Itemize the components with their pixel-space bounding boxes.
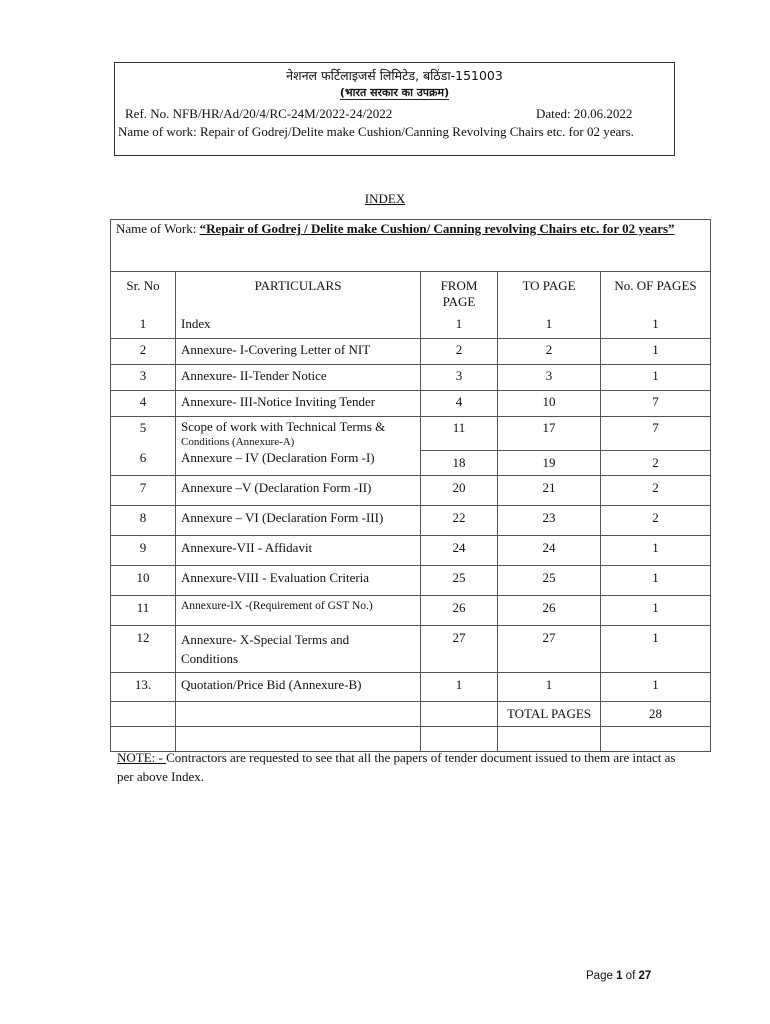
cell-pages: 2 (601, 450, 711, 476)
cell-sr: 1 (111, 312, 176, 339)
cell-sr: 11 (111, 596, 176, 626)
cell-sr: 12 (111, 626, 176, 673)
cell-to: 2 (498, 339, 601, 365)
table-row (111, 391, 711, 417)
header-box (114, 62, 675, 156)
cell-particular: Annexure –V (Declaration Form -II) (176, 476, 421, 506)
cell-particular: Annexure-VIII - Evaluation Criteria (176, 566, 421, 596)
table-row (111, 365, 711, 391)
cell-to: 19 (498, 450, 601, 476)
cell-empty (421, 702, 498, 727)
cell-pages: 1 (601, 673, 711, 702)
cell-particular (176, 626, 421, 673)
cell-sr: 10 (111, 566, 176, 596)
page-word: Page (586, 970, 613, 982)
table-row (111, 673, 711, 702)
total-pages-label: TOTAL PAGES (498, 702, 601, 727)
of-word: of (625, 970, 636, 982)
cell-empty (111, 702, 176, 727)
cell-sr: 8 (111, 506, 176, 536)
cell-pages: 7 (601, 417, 711, 451)
cell-empty (176, 702, 421, 727)
cell-sr: 13. (111, 673, 176, 702)
total-row (111, 702, 711, 727)
header-to-page: TO PAGE (498, 272, 601, 313)
cell-from: 20 (421, 476, 498, 506)
cell-from: 11 (421, 417, 498, 451)
table-row (111, 417, 711, 451)
cell-to: 1 (498, 312, 601, 339)
cell-pages: 1 (601, 626, 711, 673)
page-footer (586, 970, 651, 982)
cell-particular: Index (176, 312, 421, 339)
cell-pages: 2 (601, 476, 711, 506)
total-pages-value: 28 (601, 702, 711, 727)
cell-to: 21 (498, 476, 601, 506)
date-text: Dated: 20.06.2022 (536, 106, 633, 121)
org-subtitle-text: (भारत सरकार का उपक्रम) (339, 86, 450, 99)
cell-pages: 1 (601, 536, 711, 566)
table-row (111, 450, 711, 476)
header-no-of-pages: No. OF PAGES (601, 272, 711, 313)
cell-from: 2 (421, 339, 498, 365)
header-sr-no: Sr. No (111, 272, 176, 313)
table-row (111, 506, 711, 536)
cell-sr: 6 (111, 450, 176, 476)
cell-from: 27 (421, 626, 498, 673)
particular-line-2: Conditions (181, 651, 239, 666)
cell-to: 24 (498, 536, 601, 566)
cell-to: 10 (498, 391, 601, 417)
cell-particular: Quotation/Price Bid (Annexure-B) (176, 673, 421, 702)
cell-particular: Annexure-VII - Affidavit (176, 536, 421, 566)
name-of-work: Name of work: Repair of Godrej/Delite make Cushion/Canning Revolving Chairs etc. for 02 years. (118, 124, 634, 139)
cell-from: 26 (421, 596, 498, 626)
cell-to: 26 (498, 596, 601, 626)
cell-pages: 1 (601, 566, 711, 596)
org-subtitle (115, 85, 674, 100)
table-row (111, 596, 711, 626)
table-row (111, 566, 711, 596)
cell-to: 17 (498, 417, 601, 451)
cell-from: 3 (421, 365, 498, 391)
cell-pages: 1 (601, 596, 711, 626)
cell-pages: 1 (601, 365, 711, 391)
cell-sr: 4 (111, 391, 176, 417)
cell-particular: Annexure- III-Notice Inviting Tender (176, 391, 421, 417)
index-table (110, 219, 711, 752)
header-particulars: PARTICULARS (176, 272, 421, 313)
cell-sr: 7 (111, 476, 176, 506)
table-row (111, 626, 711, 673)
table-row (111, 476, 711, 506)
table-header-row (111, 272, 711, 313)
cell-particular: Annexure-IX -(Requirement of GST No.) (176, 596, 421, 626)
cell-particular: Annexure- I-Covering Letter of NIT (176, 339, 421, 365)
cell-to: 23 (498, 506, 601, 536)
reference-number: Ref. No. NFB/HR/Ad/20/4/RC-24M/2022-24/2022 (125, 106, 393, 121)
table-name-of-work (111, 220, 711, 272)
cell-to: 3 (498, 365, 601, 391)
cell-particular (176, 417, 421, 451)
cell-from: 22 (421, 506, 498, 536)
total-page-count: 27 (638, 970, 652, 982)
note-text (117, 748, 677, 786)
particular-line-2: Conditions (Annexure-A) (181, 436, 295, 448)
cell-particular: Annexure- II-Tender Notice (176, 365, 421, 391)
cell-particular: Annexure – VI (Declaration Form -III) (176, 506, 421, 536)
cell-pages: 7 (601, 391, 711, 417)
cell-sr: 5 (111, 417, 176, 451)
org-name-hindi: नेशनल फर्टिलाइजर्स लिमिटेड, बठिंडा-151003 (286, 68, 503, 83)
cell-sr: 3 (111, 365, 176, 391)
cell-to: 25 (498, 566, 601, 596)
cell-particular: Annexure – IV (Declaration Form -I) (176, 450, 421, 476)
note-body: Contractors are requested to see that all the papers of tender document issued to them are intact as per above Index. (117, 750, 676, 784)
cell-pages: 2 (601, 506, 711, 536)
name-of-work-value: “Repair of Godrej / Delite make Cushion/ Canning revolving Chairs etc. for 02 years” (199, 221, 675, 236)
table-row (111, 536, 711, 566)
cell-from: 1 (421, 312, 498, 339)
particular-line-1: Scope of work with Technical Terms & (181, 419, 386, 434)
cell-pages: 1 (601, 339, 711, 365)
index-title: INDEX (364, 191, 406, 206)
table-row (111, 312, 711, 339)
note-prefix: NOTE: - (117, 750, 167, 765)
cell-pages: 1 (601, 312, 711, 339)
cell-sr: 2 (111, 339, 176, 365)
cell-to: 27 (498, 626, 601, 673)
table-row (111, 339, 711, 365)
cell-from: 24 (421, 536, 498, 566)
cell-to: 1 (498, 673, 601, 702)
cell-from: 25 (421, 566, 498, 596)
current-page: 1 (616, 970, 623, 982)
cell-from: 18 (421, 450, 498, 476)
cell-sr: 9 (111, 536, 176, 566)
name-of-work-label: Name of Work: (116, 221, 200, 236)
table-title-row (111, 220, 711, 272)
cell-from: 4 (421, 391, 498, 417)
particular-line-1: Annexure- X-Special Terms and (181, 632, 350, 647)
cell-from: 1 (421, 673, 498, 702)
header-from-page: FROM PAGE (421, 272, 498, 313)
